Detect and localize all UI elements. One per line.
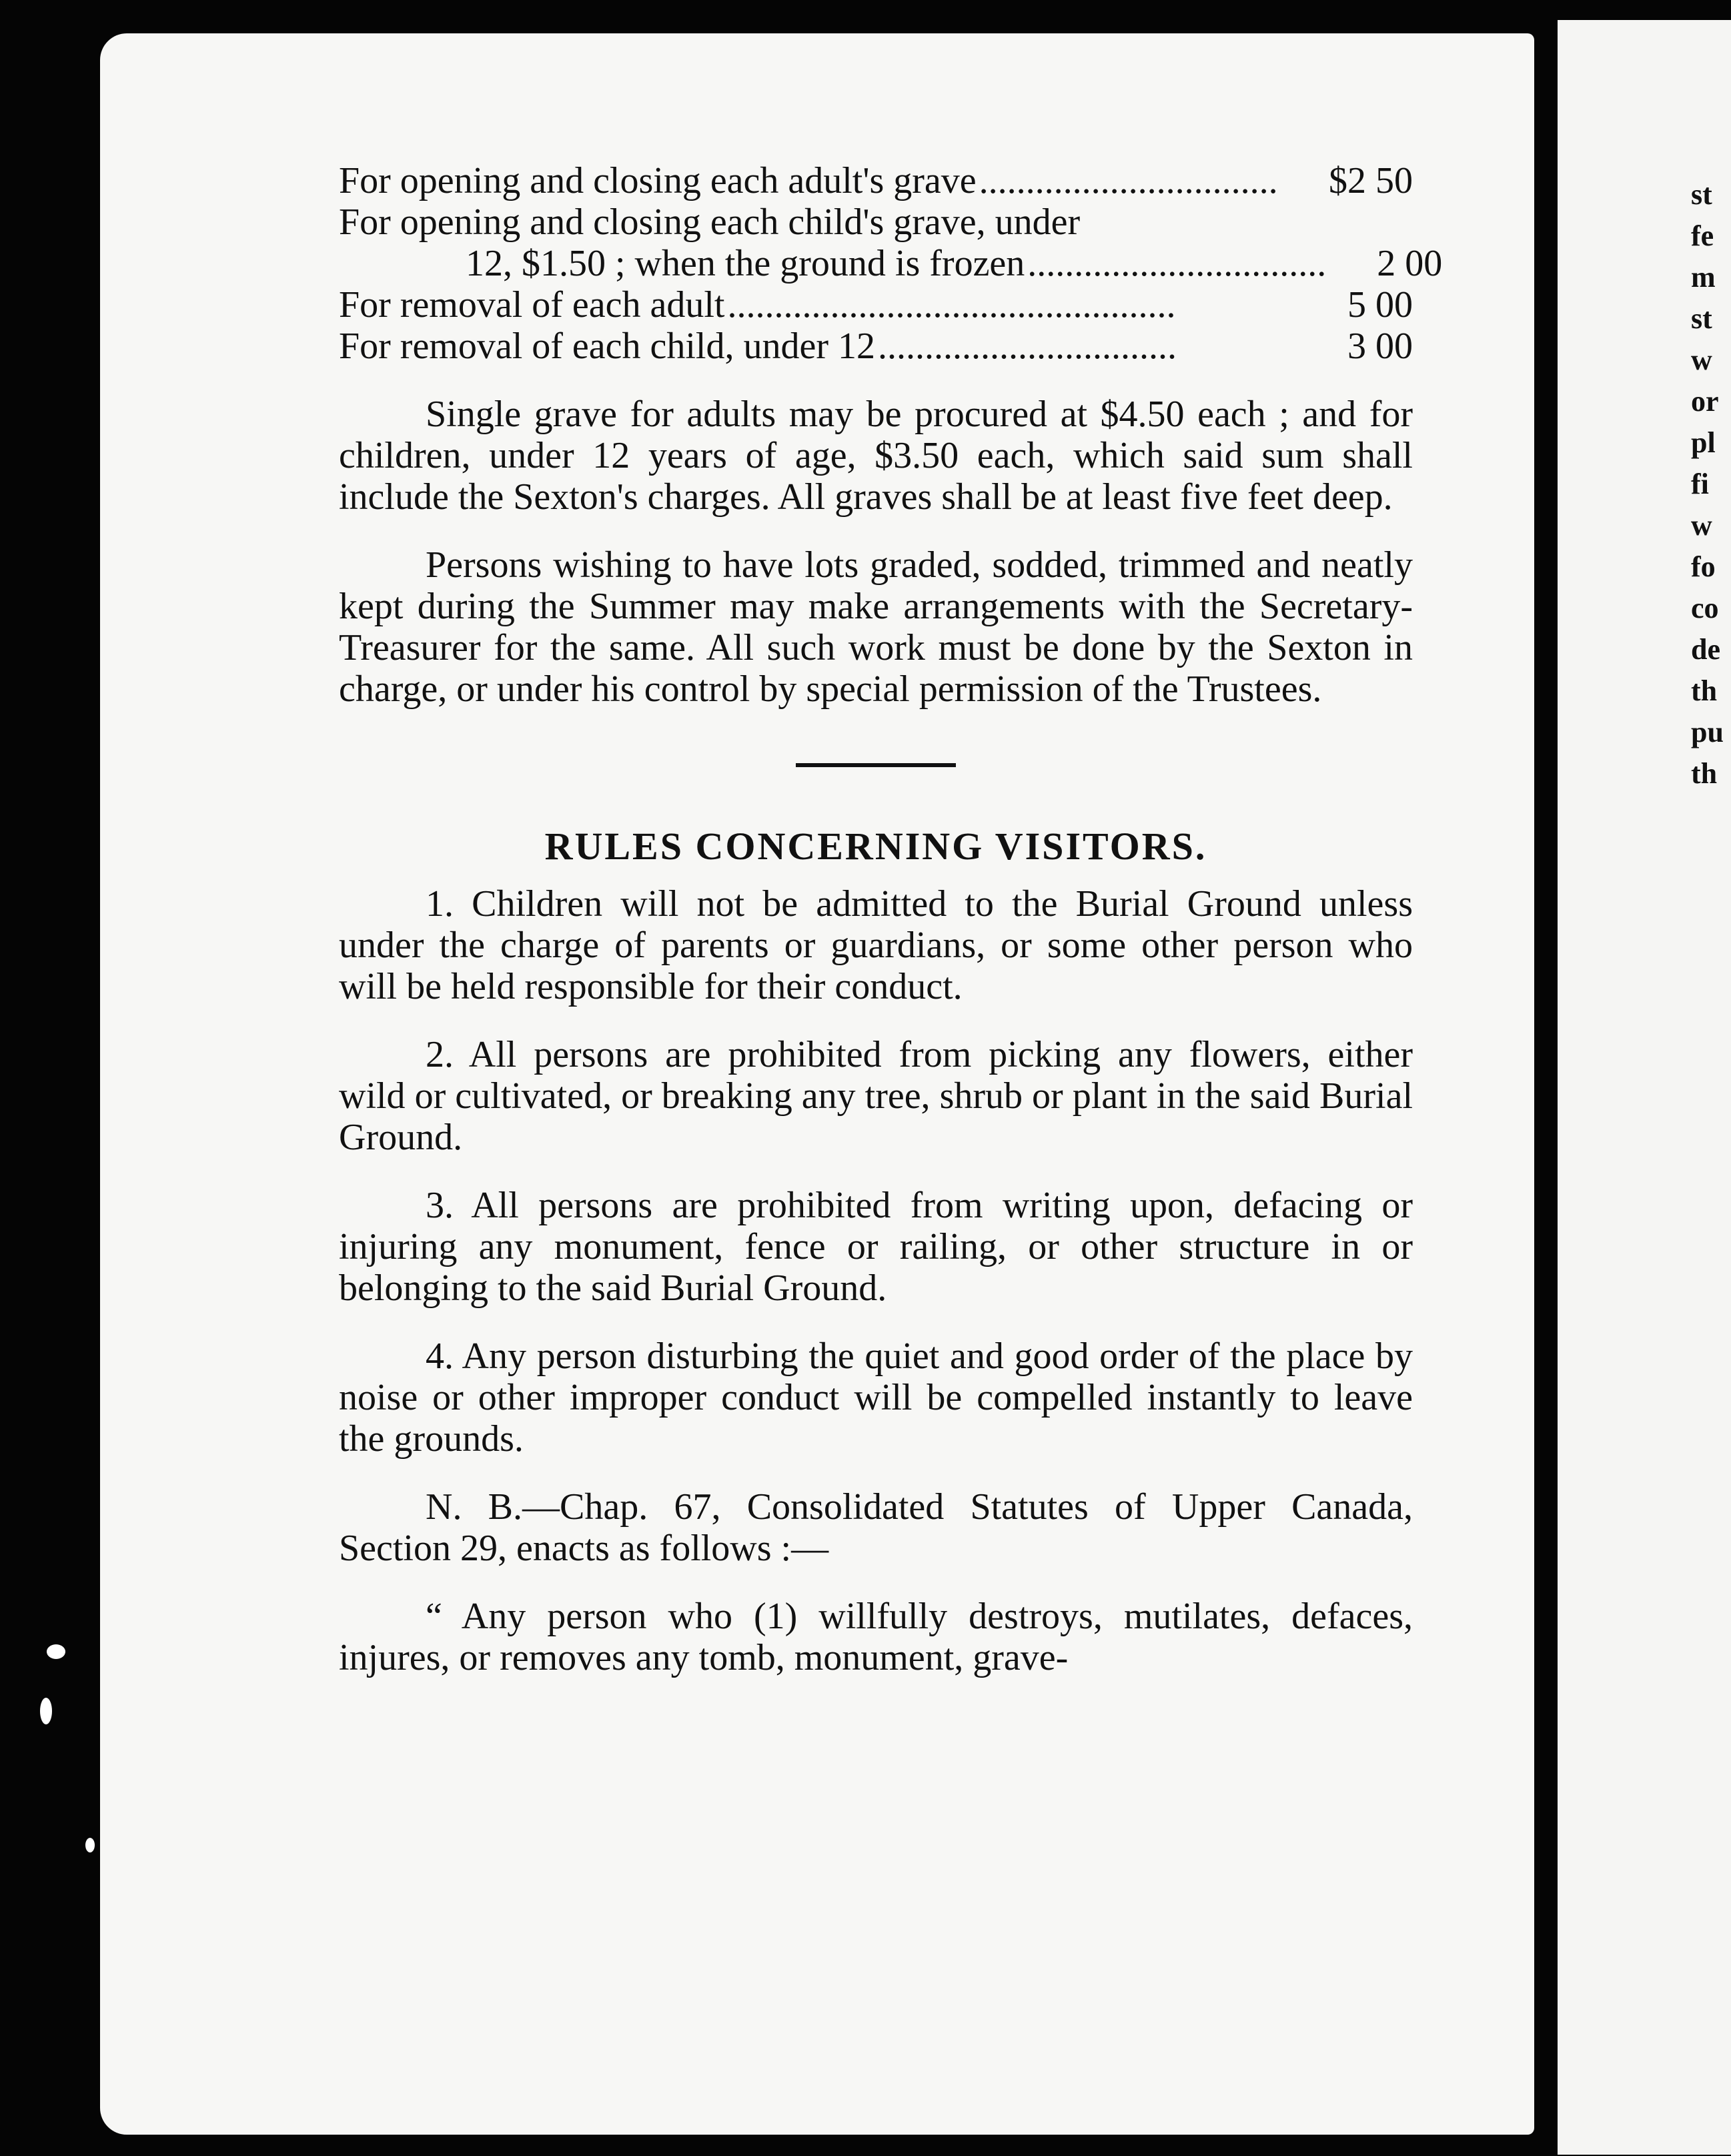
adjacent-page-fragment: fo bbox=[1691, 550, 1716, 583]
adjacent-page-fragment: st bbox=[1691, 302, 1712, 335]
fee-row: For removal of each adult ................................................ 5 00 bbox=[339, 284, 1413, 326]
scan-speck bbox=[40, 1698, 52, 1724]
fee-label: For opening and closing each adult's grave bbox=[339, 160, 977, 201]
rules-list bbox=[339, 883, 1413, 1460]
adjacent-page-fragment: w bbox=[1691, 344, 1712, 376]
adjacent-page-fragment: fe bbox=[1691, 219, 1714, 252]
rule-item: 2. All persons are prohibited from picking any flowers, either wild or cultivated, or breaking any tree, shrub or plant in the said Burial Ground. bbox=[339, 1034, 1413, 1158]
adjacent-page-fragment: st bbox=[1691, 178, 1712, 211]
section-divider bbox=[796, 763, 956, 767]
adjacent-page-fragment: th bbox=[1691, 757, 1718, 790]
adjacent-page-fragment: w bbox=[1691, 509, 1712, 542]
single-grave-paragraph: Single grave for adults may be procured at $4.50 each ; and for children, under 12 years of age, $3.50 each, which said sum shall include the Sexton's charges. All graves shall be at least five feet deep. bbox=[339, 394, 1413, 518]
adjacent-page-fragment: pu bbox=[1691, 716, 1724, 748]
section-heading: RULES CONCERNING VISITORS. bbox=[544, 825, 1207, 868]
scan-speck bbox=[47, 1644, 65, 1659]
statute-quote: “ Any person who (1) willfully destroys, mutilates, defaces, injures, or removes any tomb, monument, grave- bbox=[339, 1596, 1413, 1678]
adjacent-page-fragment: m bbox=[1691, 261, 1716, 294]
fee-row: For opening and closing each adult's grave ................................ $2 50 bbox=[339, 160, 1413, 201]
rule-item: 3. All persons are prohibited from writing upon, defacing or injuring any monument, fence or railing, or other structure in or belonging to the said Burial Ground. bbox=[339, 1185, 1413, 1309]
fee-amount: $2 50 bbox=[1329, 160, 1413, 201]
fee-schedule bbox=[339, 160, 1443, 367]
adjacent-page-fragment: or bbox=[1691, 385, 1719, 418]
fee-label: For removal of each adult bbox=[339, 284, 725, 326]
rule-item: 1. Children will not be admitted to the Burial Ground unless under the charge of parents or guardians, or some other person who will be held responsible for their conduct. bbox=[339, 883, 1413, 1007]
fee-row: 12, $1.50 ; when the ground is frozen ................................ 2 00 bbox=[466, 243, 1443, 284]
adjacent-page bbox=[1558, 20, 1731, 2155]
adjacent-page-fragment: pl bbox=[1691, 426, 1716, 459]
fee-amount: 3 00 bbox=[1347, 326, 1413, 367]
fee-label: 12, $1.50 ; when the ground is frozen bbox=[466, 243, 1025, 284]
lot-care-paragraph: Persons wishing to have lots graded, sodded, trimmed and neatly kept during the Summer may make arrangements with the Secretary-Treasurer for the same. All such work must be done by the Sexton in charge, or under his control by special permission of the Trustees. bbox=[339, 544, 1413, 710]
adjacent-page-fragment: th bbox=[1691, 674, 1718, 707]
fee-label: For removal of each child, under 12 bbox=[339, 326, 875, 367]
adjacent-page-fragment: fi bbox=[1691, 468, 1709, 500]
scan-speck bbox=[85, 1838, 95, 1852]
statute-note: N. B.—Chap. 67, Consolidated Statutes of Upper Canada, Section 29, enacts as follows :— bbox=[339, 1486, 1413, 1569]
adjacent-page-fragment: de bbox=[1691, 633, 1720, 666]
fee-label: For opening and closing each child's grave, under bbox=[339, 201, 1081, 243]
adjacent-page-fragment: co bbox=[1691, 592, 1719, 624]
fee-amount: 2 00 bbox=[1377, 243, 1443, 284]
fee-amount: 5 00 bbox=[1347, 284, 1413, 326]
page-content bbox=[339, 160, 1443, 1678]
rule-item: 4. Any person disturbing the quiet and good order of the place by noise or other improper conduct will be compelled instantly to leave the grounds. bbox=[339, 1335, 1413, 1460]
fee-row bbox=[339, 201, 1413, 243]
fee-row: For removal of each child, under 12 ................................ 3 00 bbox=[339, 326, 1413, 367]
